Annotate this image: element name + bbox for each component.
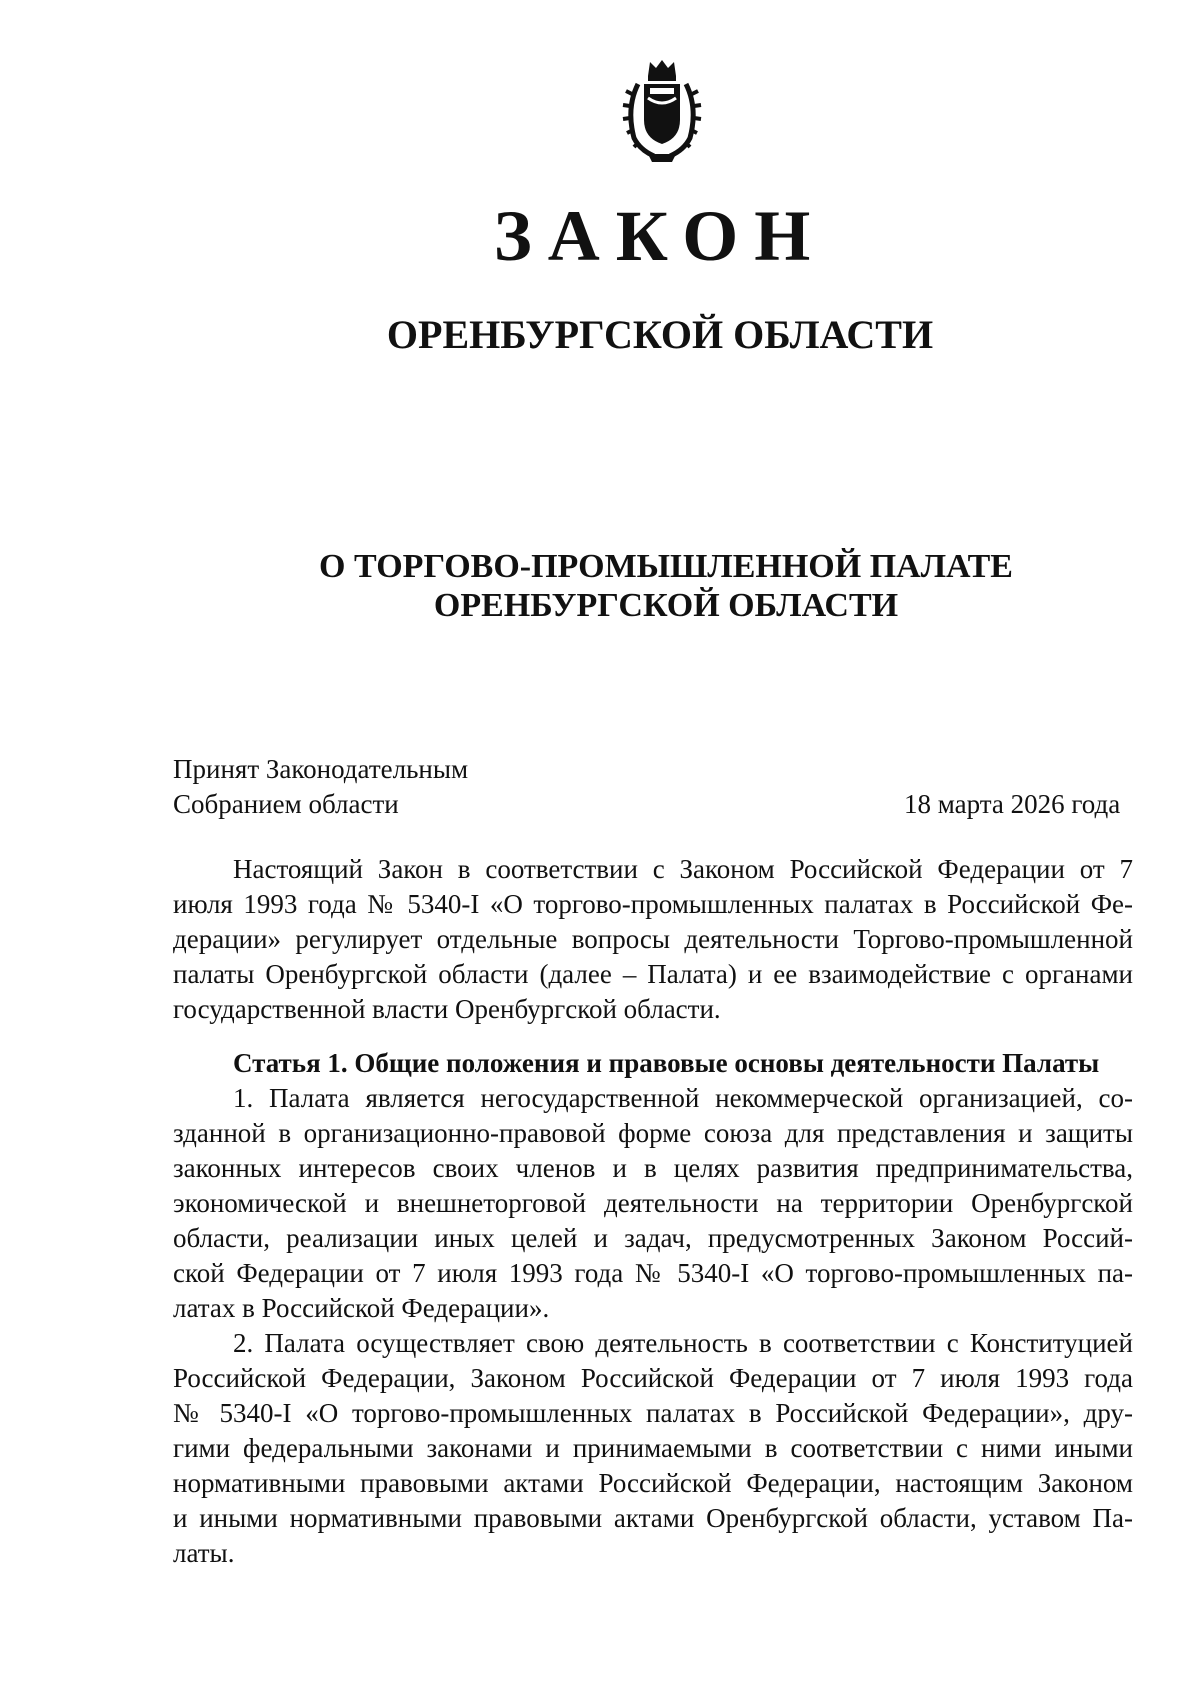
text-line: дерации» регулирует отдельные вопросы деятельности Торгово-промышленной [173,924,1133,954]
preamble-paragraph [173,852,1133,1027]
text-line: и иными нормативными правовыми актами Оренбургской области, уставом Па- [173,1503,1133,1533]
text-line: июля 1993 года № 5340-I «О торгово-промышленных палатах в Российской Фе- [173,889,1133,919]
text-line: 2. Палата осуществляет свою деятельность в соответствии с Конституцией [233,1328,1133,1358]
adoption-line: Принят Законодательным [173,754,469,784]
text-line: экономической и внешнеторговой деятельности на территории Оренбургской [173,1188,1133,1218]
text-line: гими федеральными законами и принимаемыми в соответствии с ними иными [173,1433,1133,1463]
document-title-line: ОРЕНБУРГСКОЙ ОБЛАСТИ [433,587,899,624]
adoption-authority [173,752,468,822]
text-line: зданной в организационно-правовой форме союза для представления и защиты [173,1118,1133,1148]
law-title: ЗАКОН [493,196,827,276]
text-line: палаты Оренбургской области (далее – Палата) и ее взаимодействие с органами [173,959,1133,989]
coat-of-arms-emblem [620,58,704,164]
text-line: 1. Палата является негосударственной некоммерческой организацией, со- [233,1083,1133,1113]
article-item [173,1081,1133,1326]
document-title-line: О ТОРГОВО-ПРОМЫШЛЕННОЙ ПАЛАТЕ [319,548,1013,585]
region-heading: ОРЕНБУРГСКОЙ ОБЛАСТИ [386,312,934,357]
text-line: латах в Российской Федерации». [173,1293,550,1323]
text-line: латы. [173,1538,235,1568]
adoption-line: Собранием области [173,789,399,819]
adoption-date: 18 марта 2026 года [904,789,1121,819]
text-line: Российской Федерации, Законом Российской Федерации от 7 июля 1993 года [173,1363,1133,1393]
text-line: нормативными правовыми актами Российской Федерации, настоящим Законом [173,1468,1133,1498]
law-body [173,852,1133,1571]
article-heading: Статья 1. Общие положения и правовые основы деятельности Палаты [233,1048,1100,1078]
article-item [173,1326,1133,1571]
text-line: № 5340-I «О торгово-промышленных палатах в Российской Федерации», дру- [173,1398,1133,1428]
text-line: области, реализации иных целей и задач, предусмотренных Законом Россий- [173,1223,1133,1253]
text-line: ской Федерации от 7 июля 1993 года № 5340-I «О торгово-промышленных па- [173,1258,1133,1288]
text-line: Настоящий Закон в соответствии с Законом Российской Федерации от 7 [233,854,1133,884]
text-line: законных интересов своих членов и в целях развития предпринимательства, [173,1153,1133,1183]
text-line: государственной власти Оренбургской области. [173,994,721,1024]
document-title [0,547,1200,625]
